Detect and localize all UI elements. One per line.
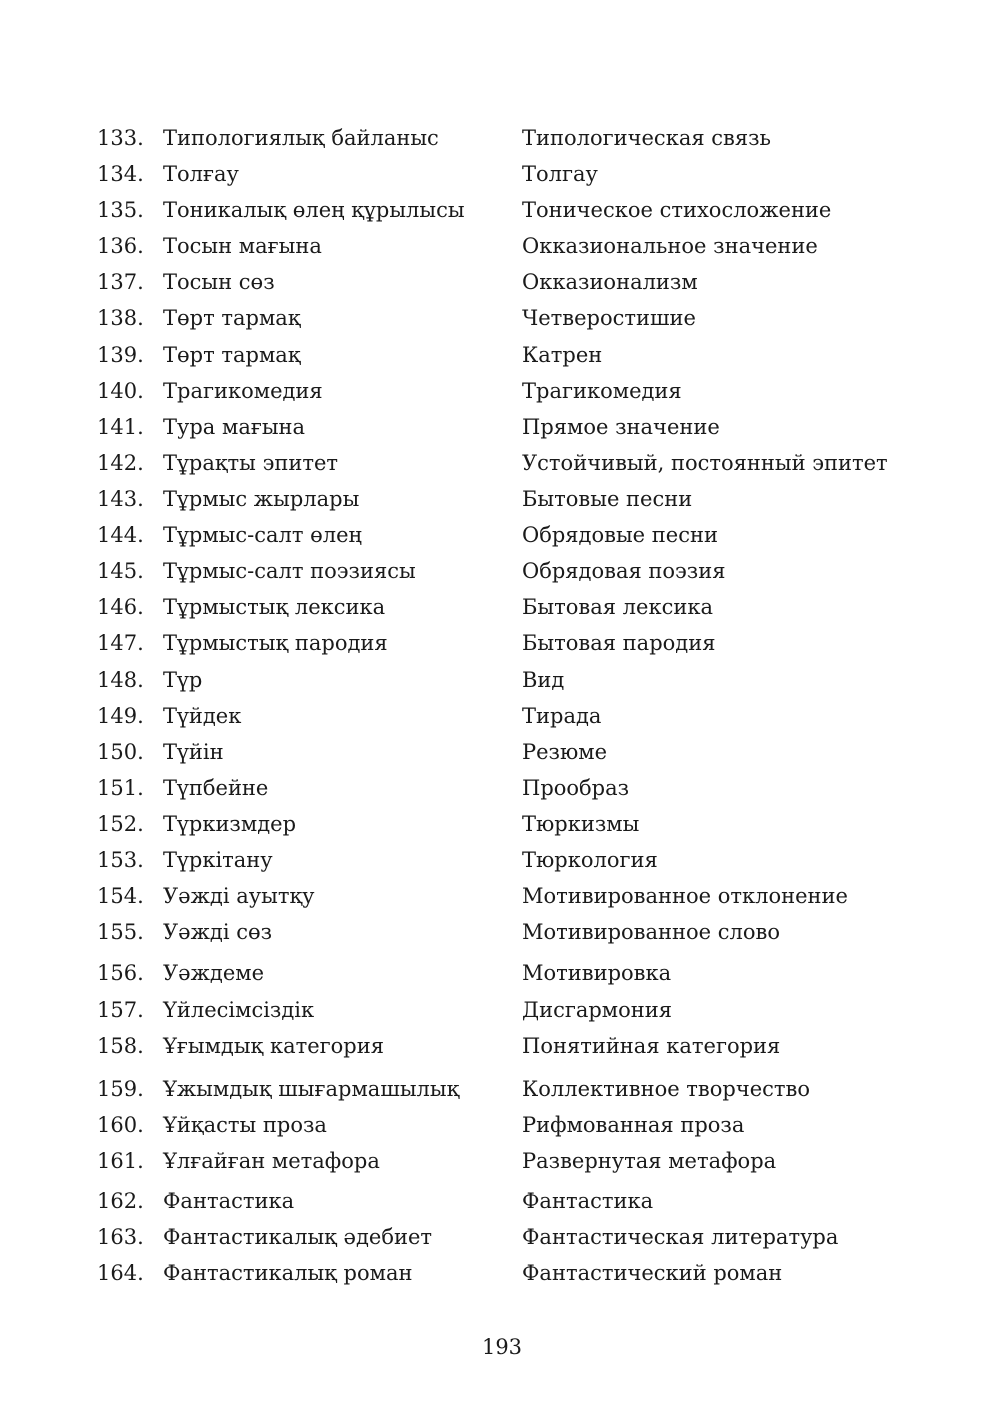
kazakh-term: Тұрмыс жырлары <box>163 487 360 511</box>
list-item <box>0 589 1004 625</box>
entry-number: 133. <box>97 126 144 150</box>
list-item <box>0 373 1004 409</box>
entry-number: 143. <box>97 487 144 511</box>
russian-term: Мотивированное слово <box>522 920 780 944</box>
list-item <box>0 1143 1004 1179</box>
kazakh-term: Төрт тармақ <box>163 343 301 367</box>
kazakh-term: Түркітану <box>163 848 273 872</box>
russian-term: Бытовая лексика <box>522 595 713 619</box>
russian-term: Дисгармония <box>522 998 673 1022</box>
russian-term: Тюркология <box>522 848 658 872</box>
russian-term: Окказиональное значение <box>522 234 818 258</box>
list-item <box>0 409 1004 445</box>
list-item <box>0 955 1004 991</box>
list-item <box>0 517 1004 553</box>
entry-number: 137. <box>97 270 144 294</box>
russian-term: Фантастический роман <box>522 1261 783 1285</box>
kazakh-term: Ұжымдық шығармашылық <box>163 1077 460 1101</box>
kazakh-term: Тоникалық өлең құрылысы <box>163 198 465 222</box>
list-item <box>0 806 1004 842</box>
entry-number: 135. <box>97 198 144 222</box>
entry-number: 157. <box>97 998 144 1022</box>
russian-term: Мотивированное отклонение <box>522 884 848 908</box>
list-item <box>0 1183 1004 1219</box>
list-item <box>0 992 1004 1028</box>
russian-term: Прямое значение <box>522 415 720 439</box>
list-item <box>0 445 1004 481</box>
list-item <box>0 1028 1004 1064</box>
entry-number: 156. <box>97 961 144 985</box>
kazakh-term: Түпбейне <box>163 776 269 800</box>
list-item <box>0 481 1004 517</box>
russian-term: Окказионализм <box>522 270 698 294</box>
russian-term: Трагикомедия <box>522 379 682 403</box>
kazakh-term: Үйлесімсіздік <box>163 998 315 1022</box>
russian-term: Бытовая пародия <box>522 631 716 655</box>
kazakh-term: Ұғымдық категория <box>163 1034 384 1058</box>
list-item <box>0 337 1004 373</box>
kazakh-term: Уәждеме <box>163 961 265 985</box>
list-item <box>0 625 1004 661</box>
kazakh-term: Уәжді сөз <box>163 920 273 944</box>
kazakh-term: Тұрмыстық пародия <box>163 631 388 655</box>
kazakh-term: Фантастика <box>163 1189 295 1213</box>
kazakh-term: Тұрақты эпитет <box>163 451 338 475</box>
entry-number: 153. <box>97 848 144 872</box>
list-item <box>0 662 1004 698</box>
russian-term: Четверостишие <box>522 306 696 330</box>
kazakh-term: Тосын мағына <box>163 234 322 258</box>
russian-term: Тирада <box>522 704 602 728</box>
russian-term: Обрядовая поэзия <box>522 559 726 583</box>
russian-term: Коллективное творчество <box>522 1077 810 1101</box>
entry-number: 139. <box>97 343 144 367</box>
entry-number: 163. <box>97 1225 144 1249</box>
russian-term: Типологическая связь <box>522 126 771 150</box>
kazakh-term: Трагикомедия <box>163 379 323 403</box>
russian-term: Прообраз <box>522 776 630 800</box>
entry-number: 136. <box>97 234 144 258</box>
russian-term: Вид <box>522 668 565 692</box>
kazakh-term: Толғау <box>163 162 239 186</box>
entry-number: 164. <box>97 1261 144 1285</box>
russian-term: Рифмованная проза <box>522 1113 745 1137</box>
kazakh-term: Тұрмыс-салт поэзиясы <box>163 559 416 583</box>
russian-term: Развернутая метафора <box>522 1149 777 1173</box>
list-item <box>0 120 1004 156</box>
kazakh-term: Фантастикалық әдебиет <box>163 1225 433 1249</box>
entry-number: 148. <box>97 668 144 692</box>
russian-term: Толгау <box>522 162 598 186</box>
entry-number: 147. <box>97 631 144 655</box>
russian-term: Бытовые песни <box>522 487 693 511</box>
list-item <box>0 300 1004 336</box>
kazakh-term: Түр <box>163 668 203 692</box>
list-item <box>0 842 1004 878</box>
entry-number: 151. <box>97 776 144 800</box>
russian-term: Фантастика <box>522 1189 654 1213</box>
list-item <box>0 698 1004 734</box>
russian-term: Понятийная категория <box>522 1034 781 1058</box>
list-item <box>0 1107 1004 1143</box>
russian-term: Тюркизмы <box>522 812 640 836</box>
list-item <box>0 264 1004 300</box>
list-item <box>0 878 1004 914</box>
russian-term: Устойчивый, постоянный эпитет <box>522 451 888 475</box>
list-item <box>0 156 1004 192</box>
list-item <box>0 553 1004 589</box>
kazakh-term: Түркизмдер <box>163 812 297 836</box>
entry-number: 155. <box>97 920 144 944</box>
russian-term: Резюме <box>522 740 608 764</box>
kazakh-term: Төрт тармақ <box>163 306 301 330</box>
kazakh-term: Түйдек <box>163 704 242 728</box>
kazakh-term: Тосын сөз <box>163 270 275 294</box>
kazakh-term: Тұрмыс-салт өлең <box>163 523 363 547</box>
list-item <box>0 1071 1004 1107</box>
kazakh-term: Түйін <box>163 740 224 764</box>
kazakh-term: Тура мағына <box>163 415 306 439</box>
page-number: 193 <box>481 1335 523 1359</box>
entry-number: 149. <box>97 704 144 728</box>
list-item <box>0 734 1004 770</box>
list-item <box>0 228 1004 264</box>
entry-number: 150. <box>97 740 144 764</box>
entry-number: 142. <box>97 451 144 475</box>
entry-number: 152. <box>97 812 144 836</box>
entry-number: 160. <box>97 1113 144 1137</box>
entry-number: 161. <box>97 1149 144 1173</box>
list-item <box>0 192 1004 228</box>
entry-number: 154. <box>97 884 144 908</box>
entry-number: 162. <box>97 1189 144 1213</box>
entry-number: 138. <box>97 306 144 330</box>
russian-term: Обрядовые песни <box>522 523 718 547</box>
entry-number: 144. <box>97 523 144 547</box>
list-item <box>0 1255 1004 1291</box>
russian-term: Мотивировка <box>522 961 672 985</box>
entry-number: 146. <box>97 595 144 619</box>
russian-term: Фантастическая литература <box>522 1225 839 1249</box>
kazakh-term: Тұрмыстық лексика <box>163 595 386 619</box>
entry-number: 159. <box>97 1077 144 1101</box>
list-item <box>0 1219 1004 1255</box>
kazakh-term: Фантастикалық роман <box>163 1261 413 1285</box>
entry-number: 145. <box>97 559 144 583</box>
kazakh-term: Ұлғайған метафора <box>163 1149 380 1173</box>
entry-number: 158. <box>97 1034 144 1058</box>
kazakh-term: Типологиялық байланыс <box>163 126 439 150</box>
list-item <box>0 914 1004 950</box>
entry-number: 141. <box>97 415 144 439</box>
entry-number: 140. <box>97 379 144 403</box>
russian-term: Катрен <box>522 343 603 367</box>
list-item <box>0 770 1004 806</box>
kazakh-term: Уәжді ауытқу <box>163 884 315 908</box>
russian-term: Тоническое стихосложение <box>522 198 832 222</box>
entry-number: 134. <box>97 162 144 186</box>
kazakh-term: Ұйқасты проза <box>163 1113 327 1137</box>
